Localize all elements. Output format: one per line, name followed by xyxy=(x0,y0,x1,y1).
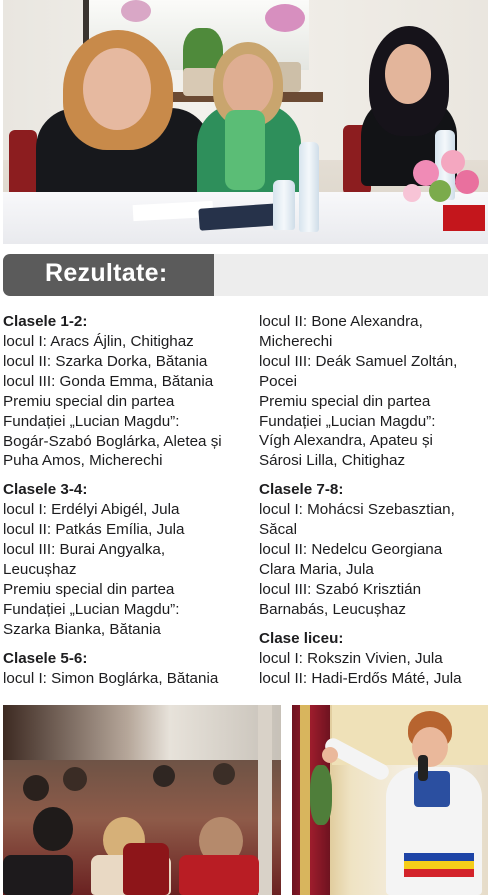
photo-orchid xyxy=(121,0,151,22)
section-clasele-5-6 xyxy=(3,649,248,689)
result-line: locul II: Hadi-Erdős Máté, Jula xyxy=(259,669,462,687)
result-line: locul I: Rokszin Vivien, Jula xyxy=(259,649,443,667)
photo-wreath-leaves xyxy=(310,765,332,825)
result-line: Leucușhaz xyxy=(3,561,77,579)
photo-orchid xyxy=(265,4,305,32)
photo-audience-member xyxy=(213,763,235,785)
result-line: Premiu special din partea xyxy=(3,392,175,410)
photo-flower-bouquet xyxy=(403,140,483,210)
result-line: Fundației „Lucian Magdu”: xyxy=(3,412,180,430)
result-line: Barnabás, Leucușhaz xyxy=(259,600,406,618)
results-column-left xyxy=(3,312,248,698)
result-line: locul III: Burai Angyalka, xyxy=(3,541,166,559)
result-line: locul II: Szarka Dorka, Bătania xyxy=(3,352,208,370)
photo-audience-member xyxy=(33,807,73,851)
section-clasele-1-2 xyxy=(3,312,248,471)
result-line: Szarka Bianka, Bătania xyxy=(3,620,161,638)
photo-flower-pot xyxy=(443,205,485,231)
section-heading: Clasele 3-4: xyxy=(3,481,88,499)
section-clasele-5-6-continued xyxy=(259,312,488,471)
photo-boy-singer xyxy=(322,711,482,895)
photo-curtain-fringe xyxy=(300,705,310,895)
section-heading: Clase liceu: xyxy=(259,629,344,647)
singer-photo xyxy=(292,705,488,895)
result-line: locul III: Gonda Emma, Bătania xyxy=(3,372,214,390)
result-line: locul III: Szabó Krisztián xyxy=(259,580,422,598)
result-line: locul II: Nedelcu Georgiana xyxy=(259,541,443,559)
results-header-label-box xyxy=(3,254,214,296)
section-heading: Clasele 1-2: xyxy=(3,313,88,330)
section-clasele-7-8 xyxy=(259,480,488,619)
photo-chair xyxy=(123,843,169,895)
photo-audience-member xyxy=(23,775,49,801)
result-line: Fundației „Lucian Magdu”: xyxy=(3,600,180,618)
result-line: Clara Maria, Jula xyxy=(259,560,374,578)
audience-photo xyxy=(3,705,281,895)
result-line: Sárosi Lilla, Chitighaz xyxy=(259,452,406,470)
result-line: locul I: Aracs Ájlin, Chitighaz xyxy=(3,333,194,350)
photo-bottle xyxy=(299,142,319,232)
photo-pillar xyxy=(258,705,272,895)
result-line: locul I: Erdélyi Abigél, Jula xyxy=(3,501,180,519)
section-heading: Clasele 5-6: xyxy=(3,649,88,667)
photo-hall-wall xyxy=(3,705,281,760)
result-line: locul I: Mohácsi Szebasztian, xyxy=(259,501,455,519)
result-line: Premiu special din partea xyxy=(3,580,175,598)
jury-panel-photo xyxy=(3,0,488,244)
photo-audience-member xyxy=(153,765,175,787)
photo-audience-member xyxy=(63,767,87,791)
result-line: Puha Amos, Micherechi xyxy=(3,452,163,470)
photo-glass xyxy=(273,180,295,230)
result-line: Bogár-Szabó Boglárka, Aletea și xyxy=(3,432,222,450)
photo-person-middle xyxy=(195,42,305,202)
result-line: locul II: Bone Alexandra, xyxy=(259,313,423,330)
section-clasele-3-4 xyxy=(3,480,248,639)
results-header-bar xyxy=(3,254,488,296)
result-line: Micherechi xyxy=(259,332,333,350)
photo-chair xyxy=(179,855,259,895)
result-line: Pocei xyxy=(259,372,297,390)
result-line: locul III: Deák Samuel Zoltán, xyxy=(259,352,458,370)
result-line: Fundației „Lucian Magdu”: xyxy=(259,412,436,430)
section-clase-liceu xyxy=(259,629,488,689)
result-line: locul I: Simon Boglárka, Bătania xyxy=(3,669,219,687)
results-title: Rezultate: xyxy=(45,259,168,287)
result-line: Săcal xyxy=(259,521,297,539)
result-line: Vígh Alexandra, Apateu și xyxy=(259,432,433,450)
photo-person-left xyxy=(28,30,218,210)
result-line: locul II: Patkás Emília, Jula xyxy=(3,521,185,539)
result-line: Premiu special din partea xyxy=(259,392,431,410)
photo-chair xyxy=(3,855,73,895)
section-heading: Clasele 7-8: xyxy=(259,481,344,499)
results-column-right xyxy=(259,312,488,698)
